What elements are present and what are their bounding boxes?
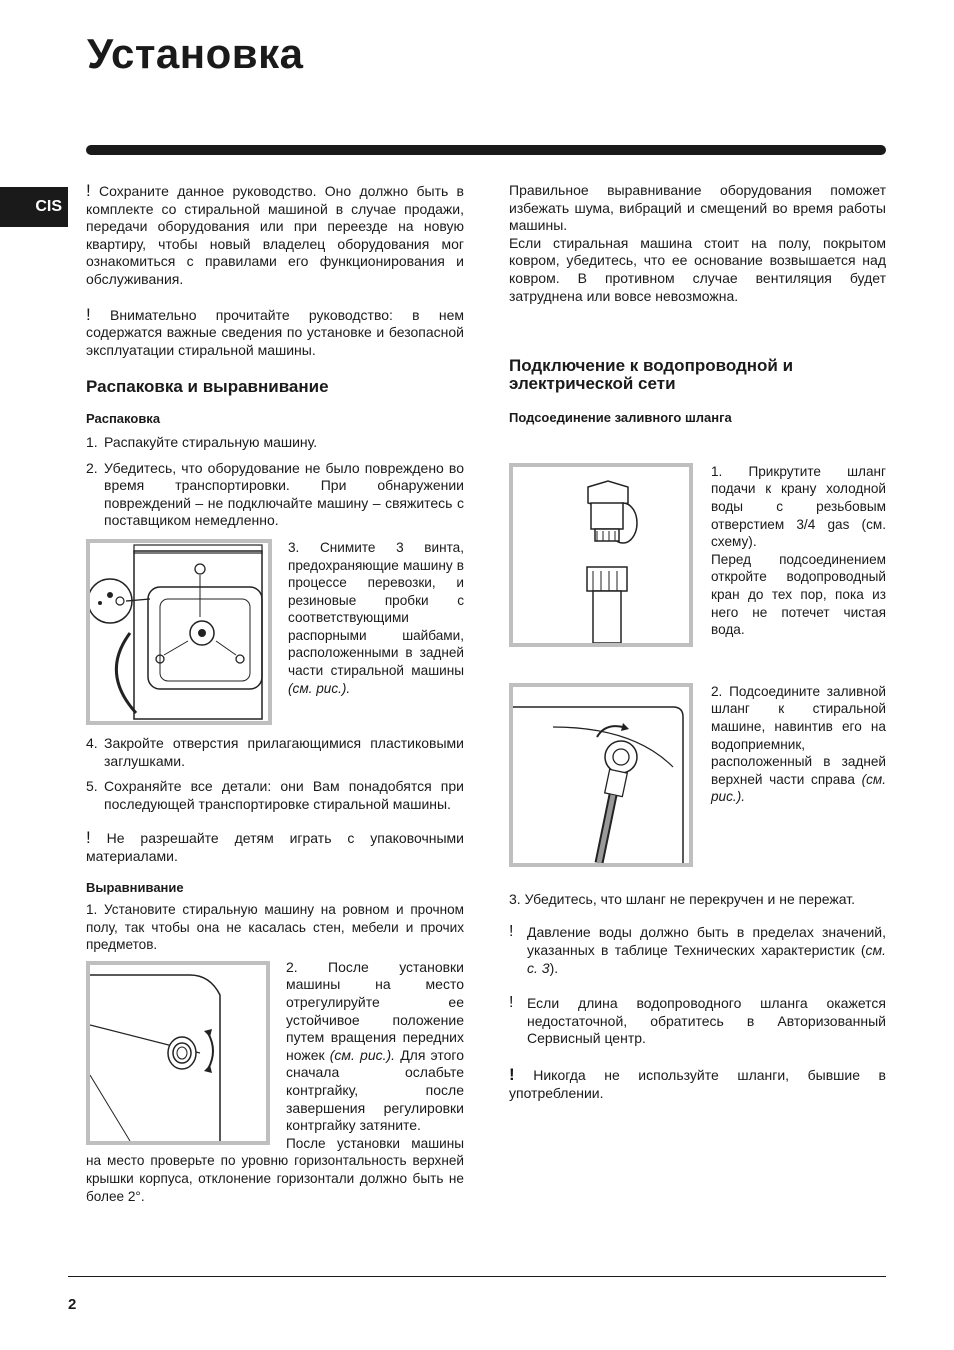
level-step3-text: После установки машины на место проверьте по уровню горизонтальность верхней крышки корпуса, отклонение горизонтали должно быть не более 2°. [86, 1135, 464, 1204]
warning-hose-length: ! Если длина водопроводного шланга окажется недостаточной, обратитесь в Авторизованный Сервисный центр. [509, 994, 886, 1047]
hose-step1-text: 1. Прикрутите шланг подачи к крану холодной воды с резьбовым отверстием 3/4 gas (см. схему). [711, 463, 886, 550]
warning-icon: ! [509, 923, 514, 941]
hose-step1b-text: Перед подсоединением откройте водопроводный кран до тех пор, пока из него не потечет чистая вода. [711, 551, 886, 638]
figure-inlet [509, 683, 693, 867]
level-subtitle: Выравнивание [86, 880, 184, 896]
language-tab: CIS [0, 187, 68, 227]
hose-step3-text: 3. Убедитесь, что шланг не перекручен и не пережат. [509, 890, 856, 907]
right-column [509, 182, 886, 1102]
warning-used-hoses: ! Никогда не используйте шланги, бывшие в употреблении. [509, 1064, 886, 1101]
unpack-subtitle: Распаковка [86, 411, 161, 427]
unpack-steps-cont [86, 735, 464, 813]
level-step2-block [86, 961, 464, 1205]
tap-illustration [513, 467, 689, 643]
inlet-illustration [513, 687, 689, 863]
figure-ref: (см. рис.). [329, 1046, 396, 1063]
page-ref: см. с. 3 [527, 941, 886, 976]
warning-icon: ! [86, 304, 91, 324]
section-unpack-level-title: Распаковка и выравнивание [86, 377, 329, 397]
adjust-foot-illustration [90, 965, 266, 1141]
list-item: 4. Закройте отверстия прилагающимися пластиковыми заглушками. [86, 734, 464, 769]
hose-step2-text: 2. Подсоедините заливной шланг к стиральной машине, навинтив его на водоприемник, расположенный в задней верхней части справа (см. рис.). [711, 683, 886, 805]
figure-tap [509, 463, 693, 647]
warning-icon: ! [509, 1064, 515, 1084]
header-rule [86, 145, 886, 155]
level-step2-text: 2. После установки машины на место отрегулируйте ее устойчивое положение путем вращения передних ножек (см. рис.). Для этого сначала ослабьте контргайку, после завершения регулировки контргайку затяните. [286, 960, 464, 1134]
note-keep-manual: ! Сохраните данное руководство. Оно должно быть в комплекте со стиральной машиной в случае продажи, передачи оборудования или при переезде на новую квартиру, чтобы новый владелец оборудования мог ознакомиться с правилами его функционирования и обслуживания. [86, 181, 464, 287]
hose-step2-block [509, 683, 886, 867]
figure-machine-rear [86, 539, 272, 725]
footer-rule [68, 1276, 886, 1277]
note-children: ! Не разрешайте детям играть с упаковочными материалами. [86, 828, 464, 864]
page-number: 2 [68, 1296, 77, 1313]
page-title: Установка [87, 30, 304, 77]
list-item: 1. Распакуйте стиральную машину. [86, 433, 318, 450]
hose-subtitle: Подсоединение заливного шланга [509, 410, 732, 426]
list-item: 5. Сохраняйте все детали: они Вам понадобятся при последующей транспортировке стиральной машины. [86, 778, 464, 812]
warning-pressure: ! Давление воды должно быть в пределах значений, указанных в таблице Технических характеристик (см. с. 3). [509, 923, 886, 976]
figure-ref: (см. рис.). [288, 680, 351, 696]
note-read-manual: ! Внимательно прочитайте руководство: в нем содержатся важные сведения по установке и безопасной эксплуатации стиральной машины. [86, 304, 465, 358]
machine-rear-illustration [90, 543, 268, 721]
carpet-text: Если стиральная машина стоит на полу, покрытом ковром, убедитесь, что ее основание возвышается над ковром. В противном случае вентиляция будет затруднена или вовсе невозможна. [509, 234, 886, 304]
section-connection-title: Подключение к водопроводной и электрической сети [509, 356, 794, 394]
step3-block [86, 539, 464, 725]
figure-ref: (см. рис.). [711, 771, 886, 805]
warning-icon: ! [509, 994, 514, 1012]
unpack-steps [86, 434, 464, 530]
step3-text: 3. Снимите 3 винта, предохраняющие машину в процессе перевозки, и резиновые пробки с соответствующими распорными шайбами, расположенными в задней части стиральной машины (см. рис.). [288, 539, 464, 696]
level-benefit-text: Правильное выравнивание оборудования поможет избежать шума, вибраций и смещений во время работы машины. [509, 182, 886, 234]
warning-icon: ! [86, 828, 91, 848]
warning-icon: ! [86, 181, 91, 200]
left-column [86, 182, 464, 1205]
figure-adjust-foot [86, 961, 270, 1145]
level-step1: 1. Установите стиральную машину на ровном и прочном полу, так чтобы она не касалась стен, мебели и прочих предметов. [86, 902, 464, 953]
hose-step1-block [509, 463, 886, 647]
list-item: 2. Убедитесь, что оборудование не было повреждено во время транспортировки. При обнаружении повреждений – не подключайте машину – свяжитесь с поставщиком немедленно. [86, 459, 464, 529]
